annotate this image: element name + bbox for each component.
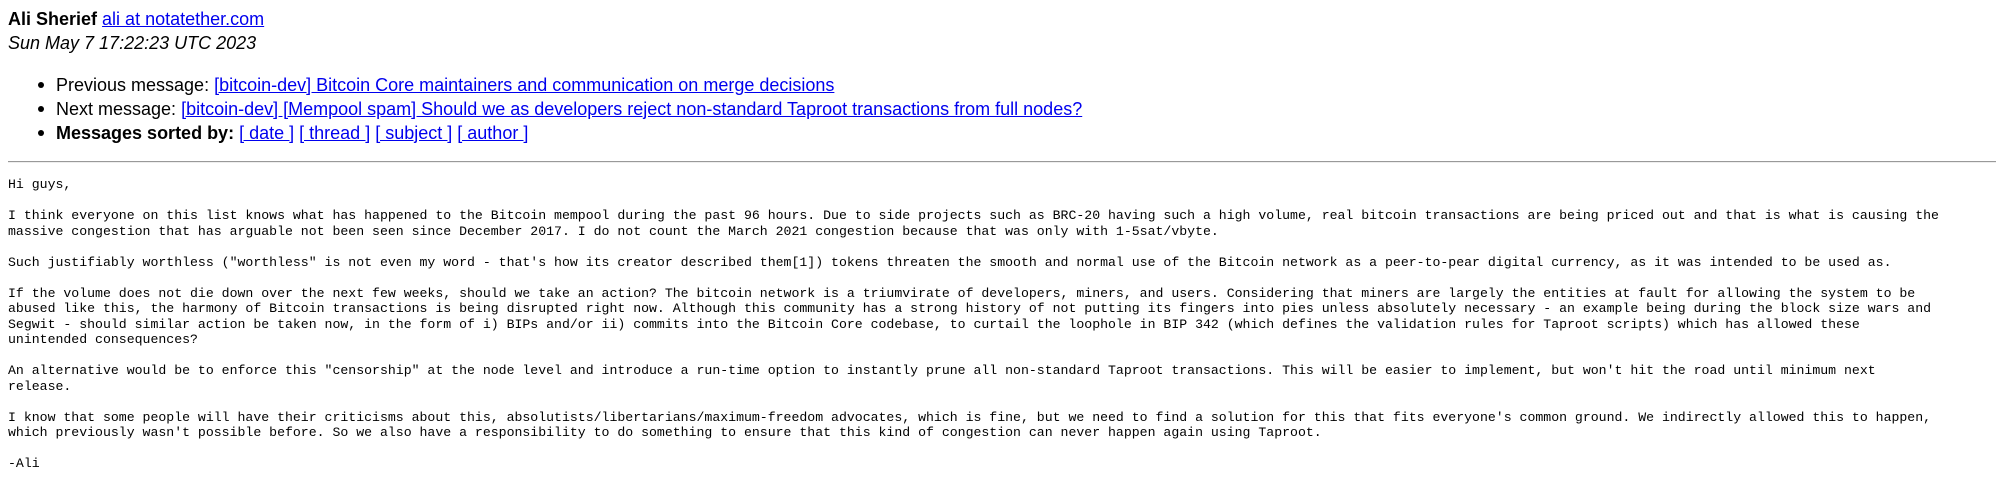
sort-by-subject-link[interactable]: [ subject ] (375, 123, 453, 143)
next-message-item (56, 97, 1992, 121)
author-line (8, 8, 1992, 31)
previous-message-label: Previous message: (56, 75, 215, 95)
message-paragraph-2: Such justifiably worthless ("worthless" is not even my word - that's how its creator described them[1]) tokens threaten the smooth and normal use of the Bitcoin network as a peer-to-pear digital currency, as it was intended to be used as. (8, 254, 1892, 270)
author-name: Ali Sherief (8, 9, 98, 29)
message-paragraph-4: An alternative would be to enforce this "censorship" at the node level and introduce a run-time option to instantly prune all non-standard Taproot transactions. This will be easier to implement, but won't hit the road until minimum next release. (8, 363, 1876, 394)
message-paragraph-3: If the volume does not die down over the next few weeks, should we take an action? The bitcoin network is a triumvirate of developers, miners, and users. Considering that miners are largely the entities at fault for allowing the system to be abused like this, the harmony of Bitcoin transactions is being disrupted right now. Although this community has a strong history of not putting its fingers into pies unless absolutely necessary - an example being during the block size wars and Segwit - should similar action be taken now, in the form of i) BIPs and/or ii) commits into the Bitcoin Core codebase, to curtail the loophole in BIP 342 (which defines the validation rules for Taproot scripts) which has allowed these unintended consequences? (8, 285, 1932, 347)
message-greeting: Hi guys, (8, 177, 72, 192)
previous-message-item (56, 73, 1992, 97)
previous-message-link[interactable]: [bitcoin-dev] Bitcoin Core maintainers and communication on merge decisions (214, 75, 835, 95)
sort-by-author-link[interactable]: [ author ] (457, 123, 529, 143)
sort-by-thread-link[interactable]: [ thread ] (299, 123, 371, 143)
message-signoff: -Ali (8, 456, 40, 471)
next-message-label: Next message: (56, 99, 182, 119)
message-body (8, 177, 1992, 472)
message-nav-list (8, 73, 1992, 145)
sorted-by-label: Messages sorted by: (56, 123, 235, 143)
message-paragraph-5: I know that some people will have their criticisms about this, absolutists/libertarians/maximum-freedom advocates, which is fine, but we need to find a solution for this that fits everyone's common ground. We indirectly allowed this to happen, which previously wasn't possible before. So we also have a responsibility to do something to ensure that this kind of congestion can never happen again using Taproot. (8, 409, 1932, 440)
message-date: Sun May 7 17:22:23 UTC 2023 (8, 33, 257, 53)
author-email-link[interactable]: ali at notatether.com (102, 9, 265, 29)
message-header (0, 0, 2000, 145)
message-paragraph-1: I think everyone on this list knows what has happened to the Bitcoin mempool during the past 96 hours. Due to side projects such as BRC-20 having such a high volume, real bitcoin transactions are being priced out and that is what is causing the massive congestion that has arguable not been seen since December 2017. I do not count the March 2021 congestion because that was only with 1-5sat/vbyte. (8, 208, 1939, 239)
sort-options-item (56, 121, 1992, 145)
sort-by-date-link[interactable]: [ date ] (239, 123, 295, 143)
header-divider (8, 161, 1996, 163)
next-message-link[interactable]: [bitcoin-dev] [Mempool spam] Should we as developers reject non-standard Taproot transactions from full nodes? (181, 99, 1083, 119)
